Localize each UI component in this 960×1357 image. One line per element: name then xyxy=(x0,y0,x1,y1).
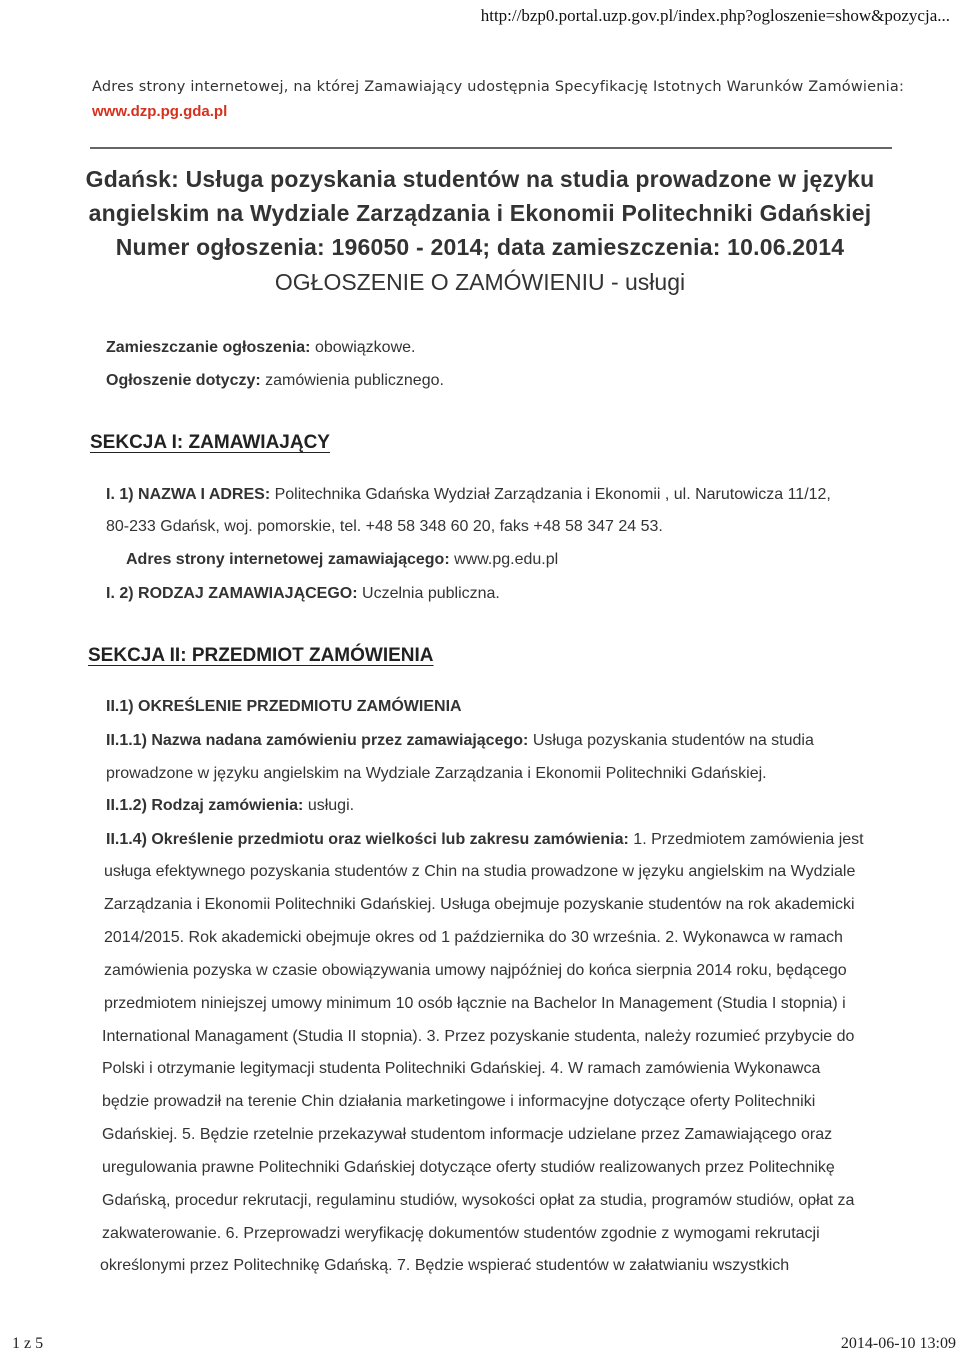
web-address-label: Adres strony internetowej zamawiającego: xyxy=(126,551,450,568)
contractor-type-label: I. 2) RODZAJ ZAMAWIAJĄCEGO: xyxy=(106,585,358,602)
notice-title-line1: Gdańsk: Usługa pozyskania studentów na studia prowadzone w języku xyxy=(85,166,875,192)
placement-label: Zamieszczanie ogłoszenia: xyxy=(106,339,311,356)
description-line: Zarządzania i Ekonomii Politechniki Gdańskiej. Usługa obejmuje pozyskanie studentów na rok akademicki xyxy=(104,896,855,913)
order-name-value: Usługa pozyskania studentów na studia xyxy=(532,732,814,749)
description-line: usługa efektywnego pozyskania studentów z Chin na studia prowadzone w języku angielskim na Wydziale xyxy=(104,863,856,880)
description-line: Gdańską, procedur rekrutacji, regulaminu studiów, wysokości opłat za studia, programów studiów, opłat za xyxy=(102,1192,855,1209)
description-line: zakwaterowanie. 6. Przeprowadzi weryfikację dokumentów studentów zgodnie z wymogami rekrutacji xyxy=(102,1225,820,1242)
section2-subheading: II.1) OKREŚLENIE PRZEDMIOTU ZAMÓWIENIA xyxy=(106,698,462,715)
order-description-label: II.1.4) Określenie przedmiotu oraz wielkości lub zakresu zamówienia: xyxy=(106,831,629,848)
contractor-type-row xyxy=(106,585,500,603)
concerns-value: zamówienia publicznego. xyxy=(265,372,444,389)
header-divider xyxy=(90,147,892,149)
web-address-row xyxy=(126,551,558,569)
address-line2: 80-233 Gdańsk, woj. pomorskie, tel. +48 58 348 60 20, faks +48 58 347 24 53. xyxy=(106,518,663,535)
order-kind-label: II.1.2) Rodzaj zamówienia: xyxy=(106,797,304,814)
description-line: określonymi przez Politechnikę Gdańską. 7. Będzie wspierać studentów w załatwianiu wszystkich xyxy=(100,1257,790,1274)
description-line: 2014/2015. Rok akademicki obejmuje okres od 1 października do 30 września. 2. Wykonawca w ramach xyxy=(104,929,843,946)
notice-title-line2: angielskim na Wydziale Zarządzania i Ekonomii Politechniki Gdańskiej xyxy=(88,200,872,226)
description-line: przedmiotem niniejszej umowy minimum 10 osób łącznie na Bachelor In Management (Studia I stopnia) i xyxy=(104,995,846,1012)
name-address-value: Politechnika Gdańska Wydział Zarządzania i Ekonomii , ul. Narutowicza 11/12, xyxy=(274,486,831,503)
name-address-label: I. 1) NAZWA I ADRES: xyxy=(106,486,271,503)
order-name-row xyxy=(106,732,814,750)
order-description-row xyxy=(106,831,864,849)
web-address-value[interactable]: www.pg.edu.pl xyxy=(454,551,559,568)
description-line: będzie prowadził na terenie Chin działania marketingowe i informacyjne dotyczące oferty Politechniki xyxy=(102,1093,816,1110)
placement-row xyxy=(106,339,415,357)
order-description-first: 1. Przedmiotem zamówienia jest xyxy=(633,831,864,848)
contractor-type-value: Uczelnia publiczna. xyxy=(362,585,500,602)
description-line: Polski i otrzymanie legitymacji studenta Politechniki Gdańskiej. 4. W ramach zamówienia Wykonawca xyxy=(102,1060,821,1077)
siwz-site-link[interactable]: www.dzp.pg.gda.pl xyxy=(92,103,228,120)
concerns-row xyxy=(106,372,444,390)
notice-subtitle: OGŁOSZENIE O ZAMÓWIENIU - usługi xyxy=(274,269,686,295)
placement-value: obowiązkowe. xyxy=(314,339,416,356)
description-line: uregulowania prawne Politechniki Gdańskiej dotyczące oferty studiów realizowanych przez Politechnikę xyxy=(102,1159,835,1176)
description-line: Gdańskiej. 5. Będzie rzetelnie przekazywał studentom informacje udzielane przez Zamawiającego oraz xyxy=(102,1126,833,1143)
page-counter: 1 z 5 xyxy=(12,1335,44,1352)
description-line: zamówienia pozyska w czasie obowiązywania umowy najpóźniej do końca sierpnia 2014 roku, będącego xyxy=(104,962,847,979)
notice-number-line: Numer ogłoszenia: 196050 - 2014; data zamieszczenia: 10.06.2014 xyxy=(115,234,845,260)
name-address-row xyxy=(106,486,831,504)
page-url[interactable]: http://bzp0.portal.uzp.gov.pl/index.php?ogloszenie=show&pozycja... xyxy=(480,6,950,25)
order-name-line2: prowadzone w języku angielskim na Wydziale Zarządzania i Ekonomii Politechniki Gdańskiej. xyxy=(106,765,767,782)
description-line: International Managament (Studia II stopnia). 3. Przez pozyskanie studenta, należy rozumieć przybycie do xyxy=(102,1028,855,1045)
order-name-label: II.1.1) Nazwa nadana zamówieniu przez zamawiającego: xyxy=(106,732,529,749)
print-datetime: 2014-06-10 13:09 xyxy=(840,1335,956,1352)
concerns-label: Ogłoszenie dotyczy: xyxy=(106,372,261,389)
order-kind-value: usługi. xyxy=(307,797,355,814)
siwz-site-info: Adres strony internetowej, na której Zamawiający udostępnia Specyfikację Istotnych Warunków Zamówienia: xyxy=(92,79,905,95)
section1-heading: SEKCJA I: ZAMAWIAJĄCY xyxy=(90,432,330,453)
section2-heading: SEKCJA II: PRZEDMIOT ZAMÓWIENIA xyxy=(88,645,434,666)
order-kind-row xyxy=(106,797,354,815)
